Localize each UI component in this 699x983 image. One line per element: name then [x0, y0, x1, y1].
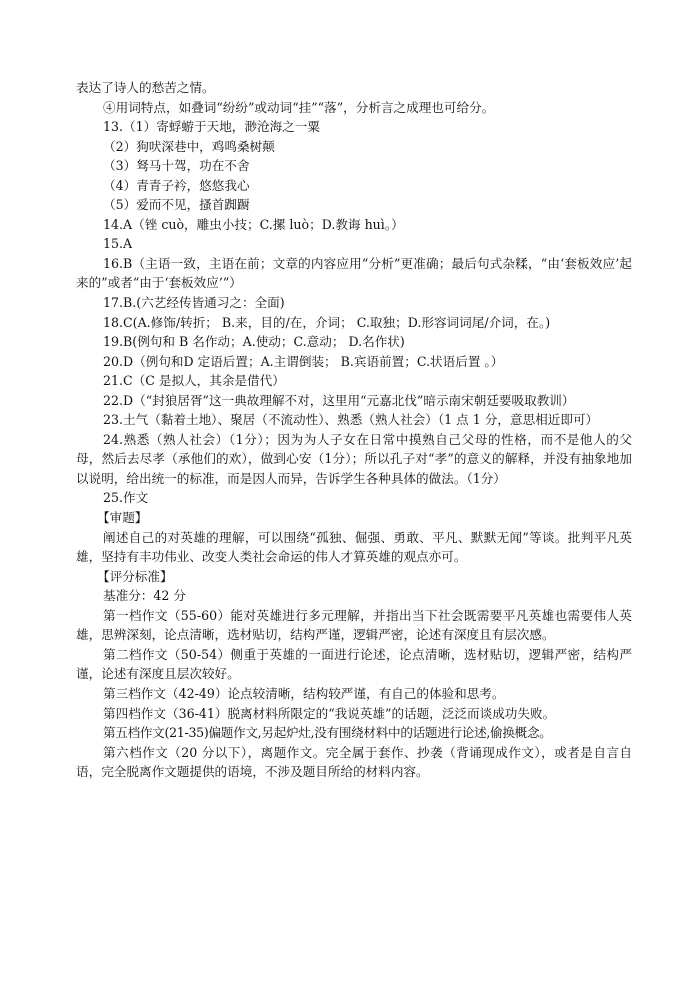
answer-25: 25.作文 — [103, 490, 149, 506]
text-line-2: ④用词特点，如叠词“纷纷”或动词“挂”“落”，分析言之成理也可给分。 — [103, 99, 495, 115]
answer-13-3: （3）驽马十驾，功在不舍 — [103, 158, 250, 174]
grade-3: 第三档作文（42-49）论点较清晰，结构较严谨，有自己的体验和思考。 — [103, 685, 505, 701]
review-paragraph: 阐述自己的对英雄的理解，可以围绕“孤独、倔强、勇敢、平凡、默默无闻”等谈。批判平凡英雄，坚持有丰功伟业、改变人类社会命运的伟人才算英雄的观点亦可。 — [76, 529, 632, 565]
grade-5: 第五档作文(21-35)偏题作文,另起炉灶,没有围绕材料中的话题进行论述,偷换概念。 — [103, 725, 552, 741]
grade-1: 第一档作文（55-60）能对英雄进行多元理解，并指出当下社会既需要平凡英雄也需要伟人英雄，思辨深刻，论点清晰，选材贴切，结构严谨，逻辑严密，论述有深度且有层次感。 — [76, 607, 632, 643]
answer-21: 21.C（C 是拟人，其余是借代） — [103, 373, 285, 389]
section-heading-scoring: 【评分标准】 — [97, 568, 173, 584]
answer-13-4: （4）青青子衿，悠悠我心 — [103, 177, 250, 193]
answer-22: 22.D（“封狼居胥”这一典故理解不对，这里用“元嘉北伐”暗示南宋朝廷要吸取教训） — [103, 392, 575, 408]
answer-14: 14.A（锉 cuò，雕虫小技；C.摞 luò；D.教诲 huì。） — [103, 216, 404, 232]
answer-24: 24.熟悉（熟人社会）（1分）；因为为人子女在日常中摸熟自己父母的性格，而不是他人的父母，然后去尽孝（承他们的欢），做到心安（1分）；所以孔子对“孝”的意义的解释，并没有抽象地加以说明，给出统一的标准，而是因人而异，告诉学生各种具体的做法。（1分） — [76, 431, 632, 486]
answer-17: 17.B.(六艺经传皆通习之：全面) — [103, 295, 285, 311]
answer-16: 16.B（主语一致，主语在前；文章的内容应用“分析”更准确；最后句式杂糅，“由‘套板效应’起来的”或者“由于‘套板效应’”） — [76, 255, 632, 291]
document-body — [76, 78, 632, 782]
base-score: 基准分：42 分 — [103, 588, 186, 604]
answer-13-5: （5）爱而不见，搔首踟蹰 — [103, 197, 250, 213]
text-line-1: 表达了诗人的愁苦之情。 — [76, 80, 215, 95]
grade-4: 第四档作文（36-41）脱离材料所限定的“我说英雄”的话题，泛泛而谈成功失败。 — [103, 705, 556, 721]
grade-6: 第六档作文（20 分以下），离题作文。完全属于套作、抄袭（背诵现成作文），或者是自言自语，完全脱离作文题提供的语境，不涉及题目所给的材料内容。 — [76, 744, 632, 780]
grade-2: 第二档作文（50-54）侧重于英雄的一面进行论述，论点清晰，选材贴切，逻辑严密，结构严谨，论述有深度且层次较好。 — [76, 646, 632, 682]
answer-19: 19.B(例句和 B 名作动；A.使动；C.意动； D.名作状) — [103, 334, 405, 350]
answer-18: 18.C(A.修饰/转折； B.来，目的/在，介词； C.取独；D.形容词词尾/介词，在。) — [103, 314, 551, 330]
answer-23: 23.土气（黏着土地）、聚居（不流动性）、熟悉（熟人社会）（1 点 1 分，意思相近即可） — [103, 412, 599, 428]
section-heading-review: 【审题】 — [97, 510, 148, 526]
answer-13-2: （2）狗吠深巷中，鸡鸣桑树颠 — [103, 138, 275, 154]
answer-20: 20.D（例句和D 定语后置；A.主谓倒装； B.宾语前置；C.状语后置 。） — [103, 353, 504, 369]
answer-15: 15.A — [103, 236, 133, 252]
answer-13: 13.（1）寄蜉蝣于天地，渺沧海之一粟 — [103, 119, 320, 135]
